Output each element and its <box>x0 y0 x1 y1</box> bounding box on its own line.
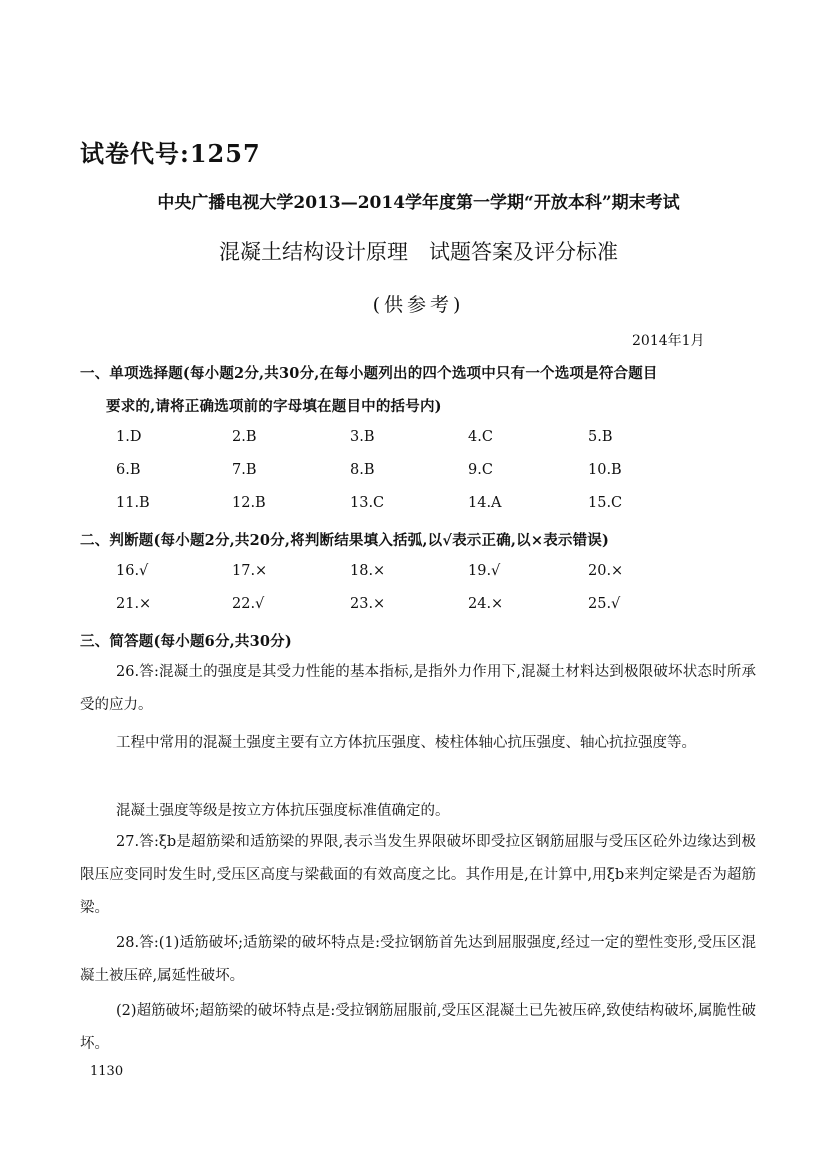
section3-heading: 三、简答题(每小题6分,共30分) <box>80 633 292 650</box>
answer-7: 7.B <box>232 462 257 478</box>
paper-code: 试卷代号:1257 <box>80 139 261 168</box>
answer-14: 14.A <box>468 495 502 511</box>
answer-8: 8.B <box>350 462 375 478</box>
answer-28-paragraph-2: (2)超筋破坏;超筋梁的破坏特点是:受拉钢筋屈服前,受压区混凝土已先被压碎,致使结构破坏,属脆性破坏。 <box>80 1003 756 1052</box>
answer-2: 2.B <box>232 429 257 445</box>
section2-heading: 二、判断题(每小题2分,共20分,将判断结果填入括弧,以√表示正确,以×表示错误) <box>80 532 610 549</box>
answer-17: 17.× <box>232 563 268 579</box>
answer-23: 23.× <box>350 596 386 612</box>
answer-26-paragraph-3: 混凝土强度等级是按立方体抗压强度标准值确定的。 <box>116 803 450 819</box>
answer-1: 1.D <box>116 429 142 445</box>
section1-heading-line1: 一、单项选择题(每小题2分,共30分,在每小题列出的四个选项中只有一个选项是符合题目 <box>80 365 658 382</box>
answer-4: 4.C <box>468 429 493 445</box>
section1-heading-line2: 要求的,请将正确选项前的字母填在题目中的括号内) <box>106 398 442 415</box>
answer-28-paragraph-1: 28.答:(1)适筋破坏;适筋梁的破坏特点是:受拉钢筋首先达到屈服强度,经过一定的塑性变形,受压区混凝土被压碎,属延性破坏。 <box>80 935 756 984</box>
answer-12: 12.B <box>232 495 266 511</box>
exam-school-line: 中央广播电视大学2013—2014学年度第一学期“开放本科”期末考试 <box>157 193 680 213</box>
answer-25: 25.√ <box>588 596 621 612</box>
answer-9: 9.C <box>468 462 493 478</box>
answer-26-paragraph-2: 工程中常用的混凝土强度主要有立方体抗压强度、棱柱体轴心抗压强度、轴心抗拉强度等。 <box>116 735 696 751</box>
answer-13: 13.C <box>350 495 385 511</box>
answer-18: 18.× <box>350 563 386 579</box>
answer-22: 22.√ <box>232 596 265 612</box>
answer-3: 3.B <box>350 429 375 445</box>
answer-10: 10.B <box>588 462 622 478</box>
answer-15: 15.C <box>588 495 623 511</box>
document-title: 混凝土结构设计原理 试题答案及评分标准 <box>219 240 618 264</box>
page-number: 1130 <box>90 1064 124 1079</box>
answer-21: 21.× <box>116 596 152 612</box>
answer-11: 11.B <box>116 495 150 511</box>
answer-20: 20.× <box>588 563 624 579</box>
answer-24: 24.× <box>468 596 504 612</box>
answer-26-paragraph-1: 26.答:混凝土的强度是其受力性能的基本指标,是指外力作用下,混凝土材料达到极限破坏状态时所承受的应力。 <box>80 664 756 713</box>
answer-27-paragraph: 27.答:ξb是超筋梁和适筋梁的界限,表示当发生界限破坏即受拉区钢筋屈服与受压区砼外边缘达到极限压应变同时发生时,受压区高度与梁截面的有效高度之比。其作用是,在计算中,用ξb来判定梁是否为超筋梁。 <box>80 834 756 916</box>
exam-date: 2014年1月 <box>632 333 705 349</box>
answer-16: 16.√ <box>116 563 149 579</box>
reference-note: (供参考) <box>372 294 465 316</box>
answer-5: 5.B <box>588 429 613 445</box>
answer-19: 19.√ <box>468 563 501 579</box>
answer-6: 6.B <box>116 462 141 478</box>
